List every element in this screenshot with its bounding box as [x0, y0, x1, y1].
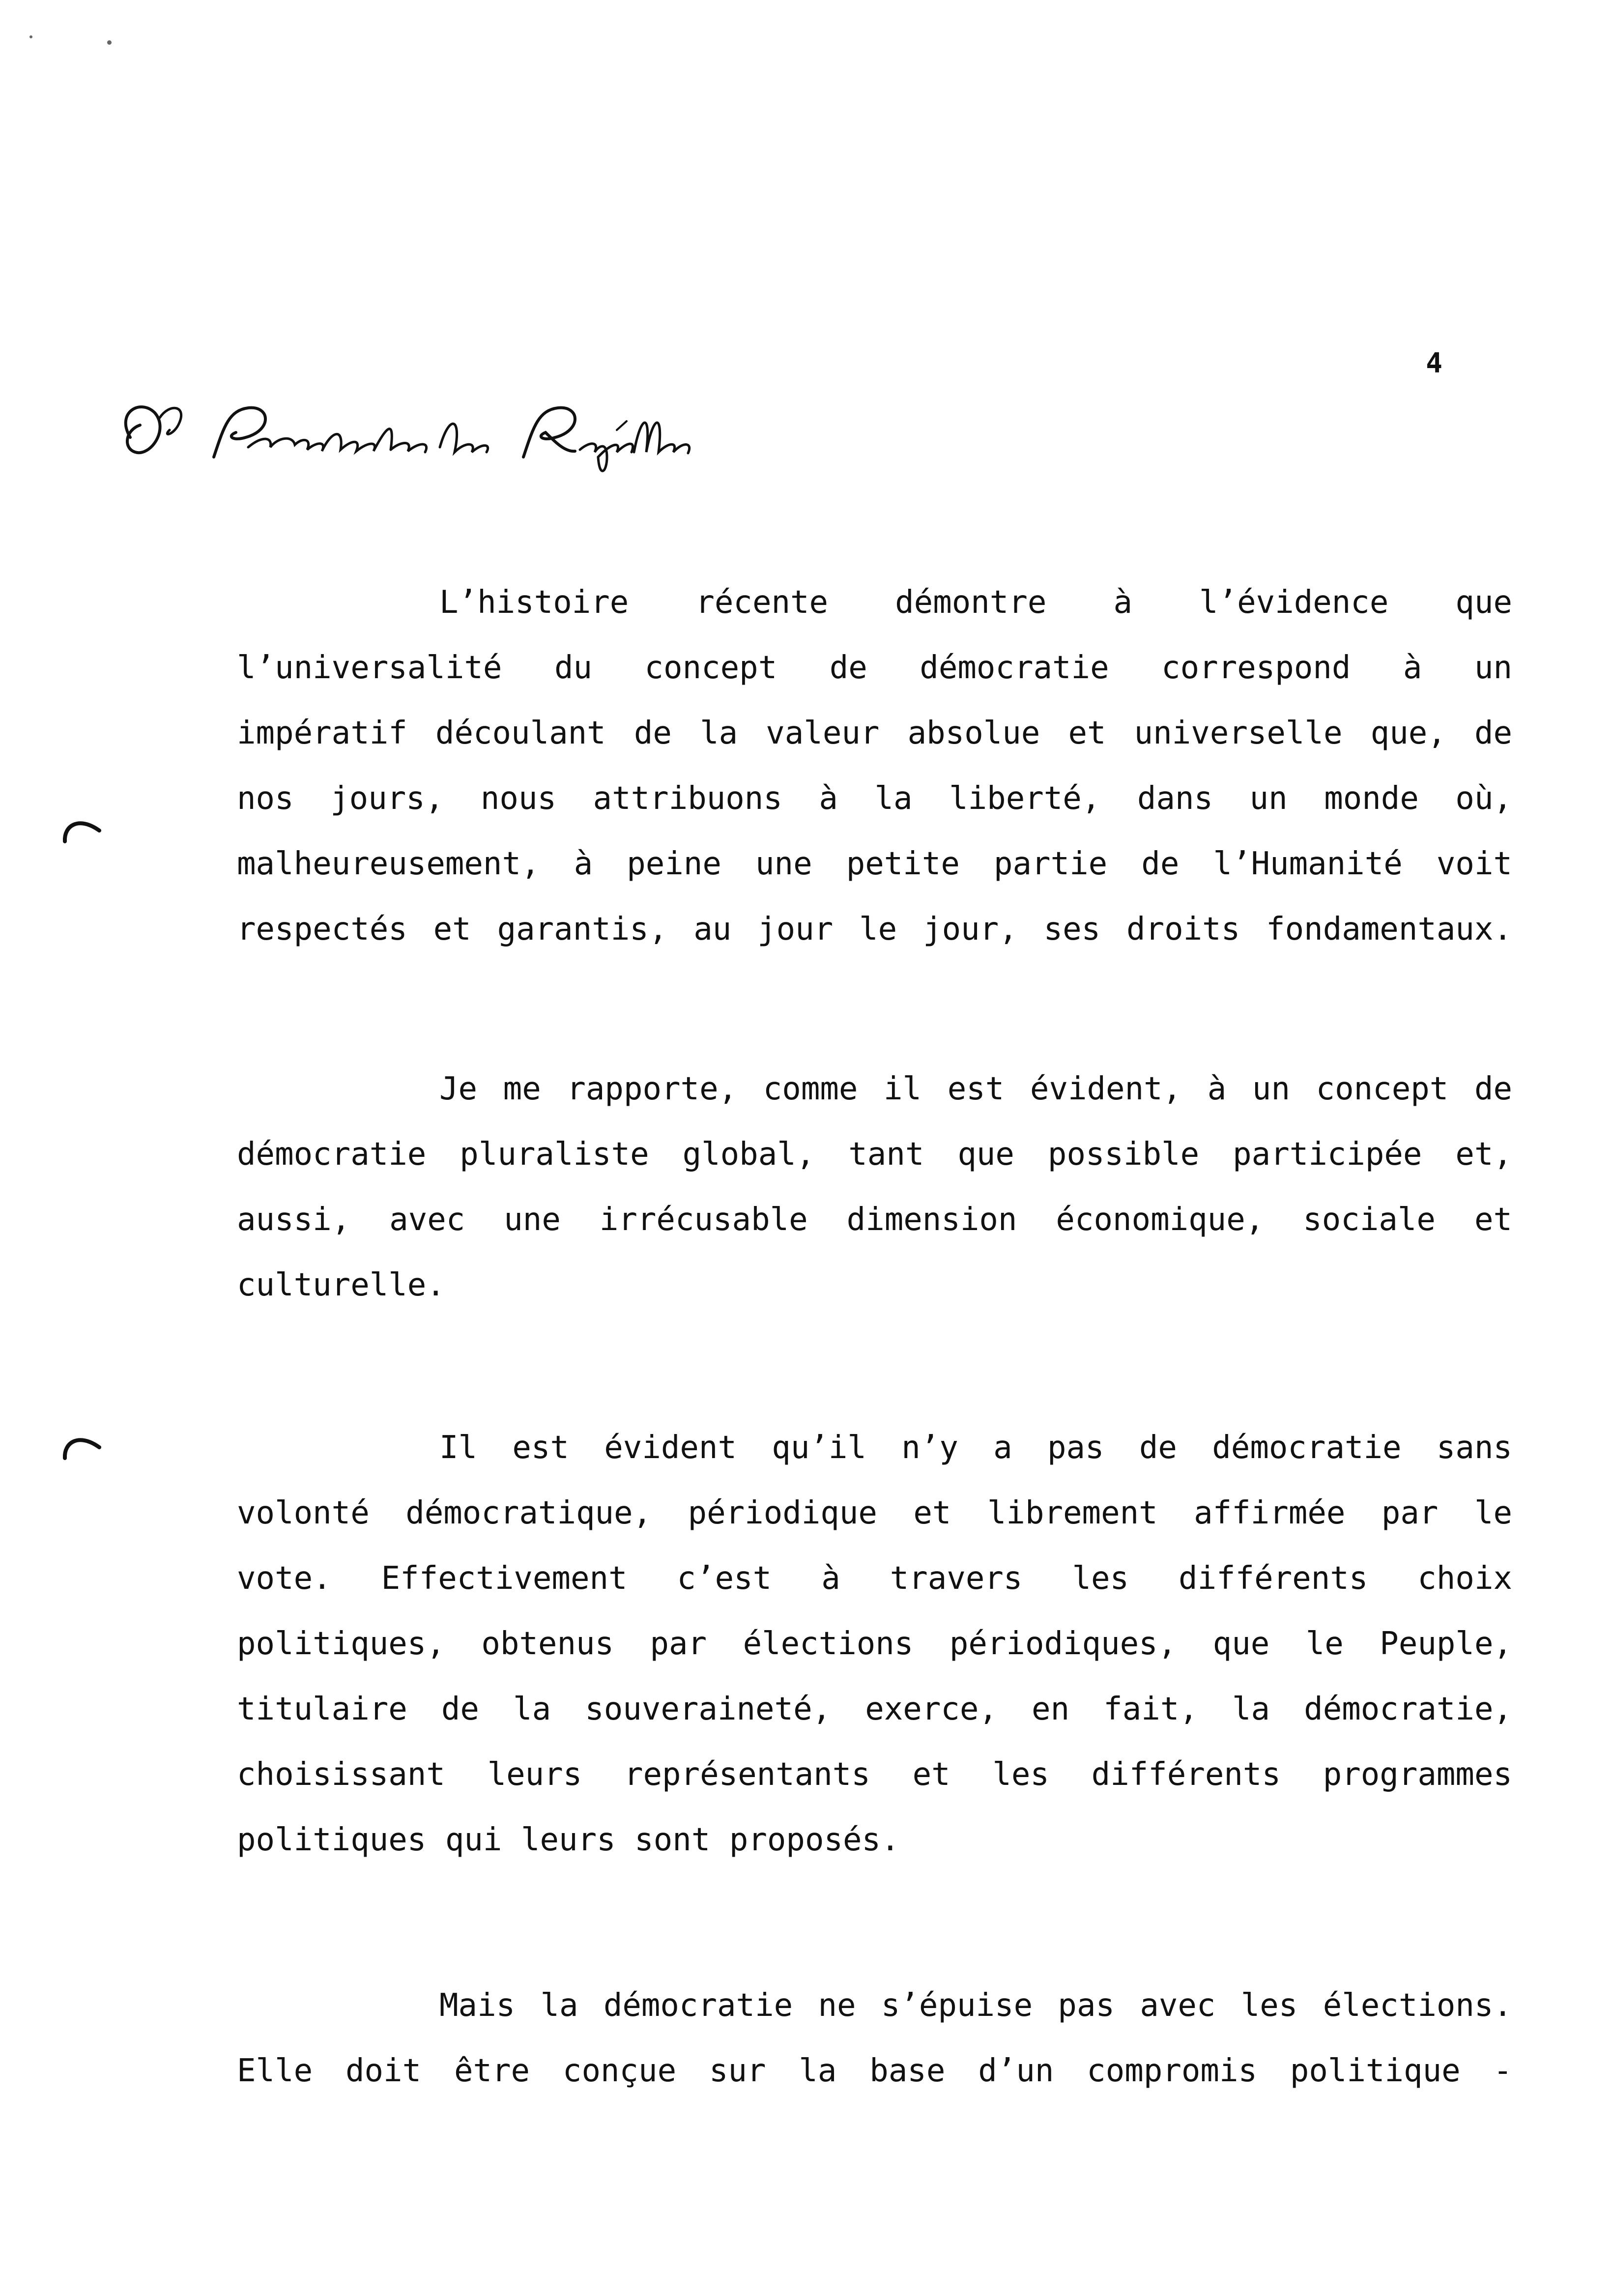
- text-line: démocratie pluraliste global, tant que possible participée et,: [237, 1136, 1512, 1173]
- text-line: politiques, obtenus par élections périodiques, que le Peuple,: [237, 1626, 1512, 1662]
- text-line: vote. Effectivement c’est à travers les différents choix: [237, 1560, 1512, 1597]
- text-line: nos jours, nous attribuons à la liberté, dans un monde où,: [237, 780, 1512, 817]
- text-line: culturelle.: [237, 1267, 445, 1303]
- text-line: titulaire de la souveraineté, exerce, en fait, la démocratie,: [237, 1691, 1512, 1727]
- paragraph: [237, 1415, 1512, 1873]
- text-line: Elle doit être conçue sur la base d’un compromis politique -: [237, 2053, 1512, 2089]
- punch-hole-mark: [59, 811, 103, 845]
- text-line: impératif découlant de la valeur absolue et universelle que, de: [237, 715, 1512, 751]
- text-line: Mais la démocratie ne s’épuise pas avec les élections.: [439, 1987, 1512, 2024]
- text-line: Il est évident qu’il n’y a pas de démocratie sans: [439, 1430, 1512, 1466]
- scan-speck: [107, 40, 112, 45]
- paragraph: [237, 1973, 1512, 2104]
- text-line: L’histoire récente démontre à l’évidence que: [439, 584, 1512, 621]
- paragraph: [237, 1057, 1512, 1318]
- text-line: respectés et garantis, au jour le jour, ses droits fondamentaux.: [237, 911, 1512, 947]
- text-line: politiques qui leurs sont proposés.: [237, 1822, 900, 1858]
- page-number: 4: [1426, 347, 1442, 379]
- text-line: volonté démocratique, périodique et librement affirmée par le: [237, 1495, 1512, 1531]
- text-line: l’universalité du concept de démocratie correspond à un: [237, 650, 1512, 686]
- text-line: Je me rapporte, comme il est évident, à un concept de: [439, 1071, 1512, 1107]
- text-line: malheureusement, à peine une petite partie de l’Humanité voit: [237, 846, 1512, 882]
- letterhead-signature-logo: [101, 383, 700, 487]
- text-line: choisissant leurs représentants et les différents programmes: [237, 1756, 1512, 1793]
- text-line: aussi, avec une irrécusable dimension économique, sociale et: [237, 1202, 1512, 1238]
- punch-hole-mark: [59, 1428, 103, 1462]
- scan-speck: [29, 35, 32, 38]
- paragraph: [237, 570, 1512, 962]
